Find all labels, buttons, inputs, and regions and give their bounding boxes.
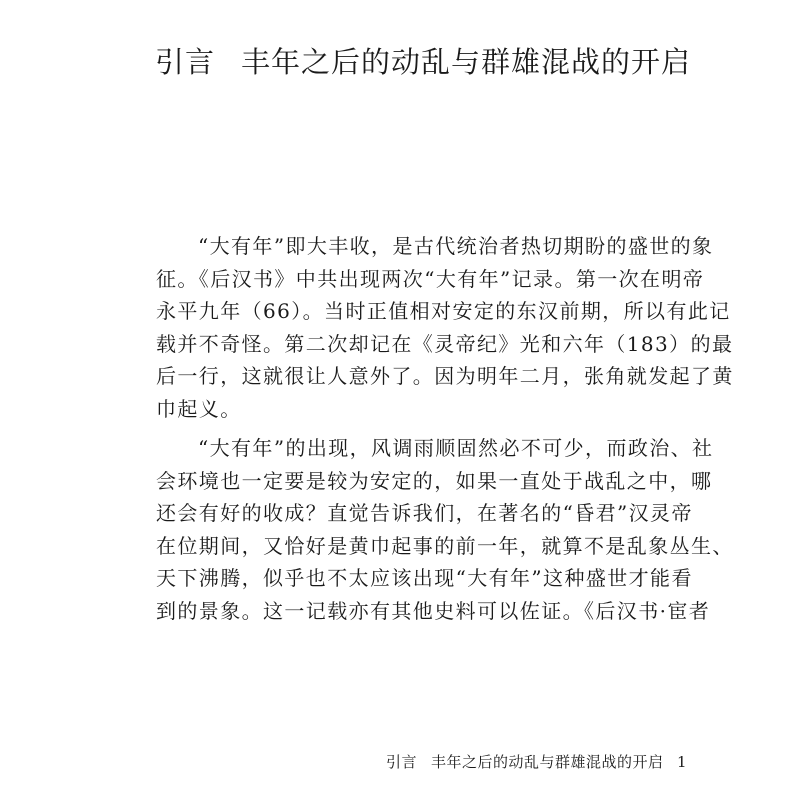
chapter-title: 丰年之后的动乱与群雄混战的开启 <box>241 45 692 79</box>
running-footer <box>386 752 664 772</box>
text-line: 天下沸腾，似乎也不太应该出现“大有年”这种盛世才能看 <box>156 566 693 590</box>
text-line: 征。《后汉书》中共出现两次“大有年”记录。第一次在明帝 <box>156 266 705 291</box>
text-line: 永平九年（66）。当时正值相对安定的东汉前期，所以有此记 <box>156 299 731 323</box>
body-text <box>156 230 734 634</box>
text-line: 会环境也一定要是较为安定的，如果一直处于战乱之中，哪 <box>156 468 713 493</box>
text-line: 还会有好的收成？直觉告诉我们，在著名的“昏君”汉灵帝 <box>156 501 693 525</box>
footer-chapter-label: 引言 <box>386 753 418 771</box>
paragraph-2 <box>156 432 734 627</box>
page-number: 1 <box>677 753 687 771</box>
text-line: “大有年”的出现，风调雨顺固然必不可少，而政治、社 <box>198 436 714 460</box>
chapter-heading <box>155 42 692 82</box>
chapter-label: 引言 <box>155 45 216 79</box>
text-line: 在位期间，又恰好是黄巾起事的前一年，就算不是乱象丛生、 <box>156 533 734 558</box>
text-line: 后一行，这就很让人意外了。因为明年二月，张角就发起了黄 <box>156 364 734 388</box>
text-line: “大有年”即大丰收，是古代统治者热切期盼的盛世的象 <box>198 234 714 258</box>
text-line: 巾起义。 <box>156 396 242 421</box>
footer-chapter-title: 丰年之后的动乱与群雄混战的开启 <box>431 753 664 771</box>
text-line: 载并不奇怪。第二次却记在《灵帝纪》光和六年（183）的最 <box>156 331 734 356</box>
paragraph-1 <box>156 230 734 425</box>
text-line: 到的景象。这一记载亦有其他史料可以佐证。《后汉书·宦者 <box>156 598 711 623</box>
